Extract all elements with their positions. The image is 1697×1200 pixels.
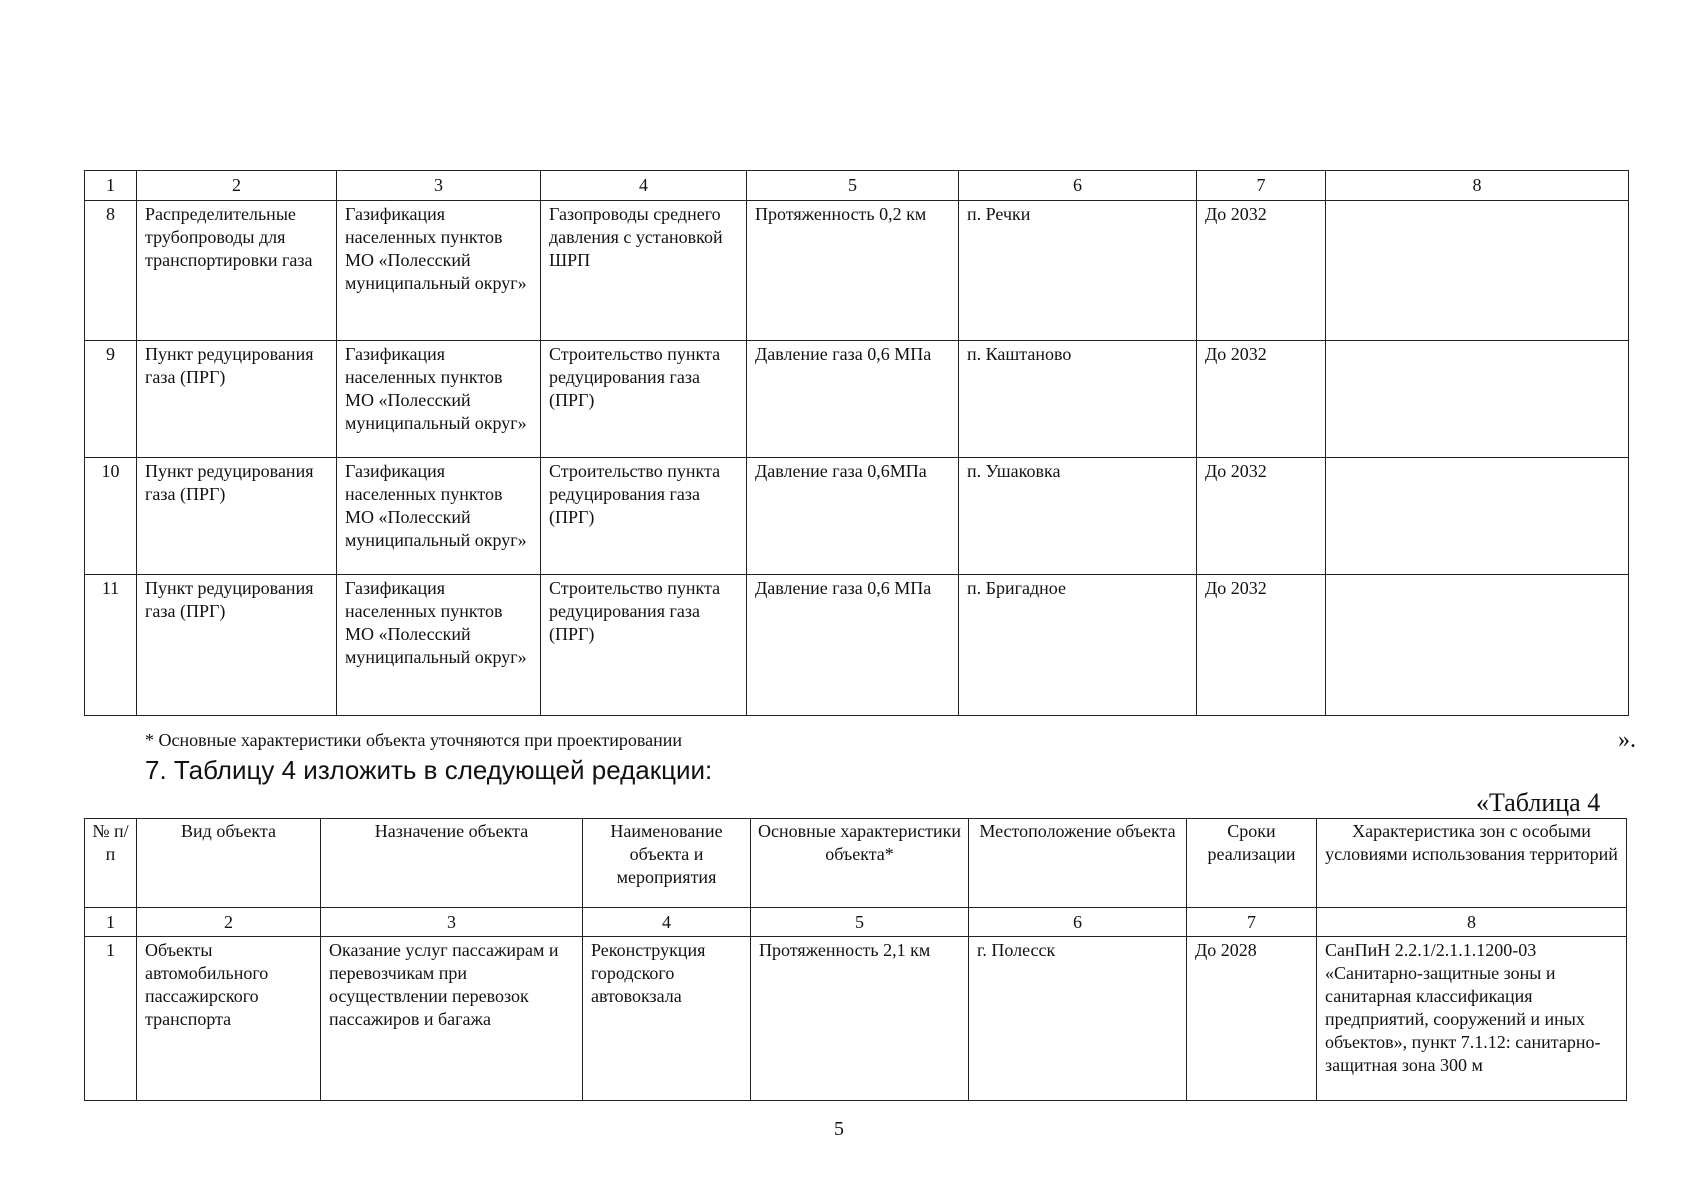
column-number: 2 [137, 171, 337, 201]
previous-table [84, 170, 1629, 716]
column-header: Местоположение объекта [969, 819, 1187, 908]
object-characteristics: Давление газа 0,6 МПа [747, 575, 959, 716]
section-heading: 7. Таблицу 4 изложить в следующей редакции: [145, 755, 713, 785]
object-characteristics: Давление газа 0,6 МПа [747, 341, 959, 458]
table-row [85, 575, 1629, 716]
column-number: 3 [337, 171, 541, 201]
object-type: Распределительные трубопроводы для транспортировки газа [137, 201, 337, 341]
object-characteristics: Протяженность 0,2 км [747, 201, 959, 341]
object-name: Строительство пункта редуцирования газа (ПРГ) [541, 575, 747, 716]
column-number: 4 [583, 908, 751, 937]
object-purpose: Оказание услуг пассажирам и перевозчикам при осуществлении перевозок пассажиров и багажа [321, 937, 583, 1101]
row-number: 11 [85, 575, 137, 716]
table-row [85, 341, 1629, 458]
column-header: Сроки реализации [1187, 819, 1317, 908]
column-number: 3 [321, 908, 583, 937]
table-row [85, 201, 1629, 341]
object-location: п. Каштаново [959, 341, 1197, 458]
object-name: Газопроводы среднего давления с установкой ШРП [541, 201, 747, 341]
realization-term: До 2032 [1197, 201, 1326, 341]
zones-characteristics [1326, 458, 1629, 575]
object-purpose: Газификация населенных пунктов МО «Полесский муниципальный округ» [337, 575, 541, 716]
table-row [85, 937, 1627, 1101]
column-number: 4 [541, 171, 747, 201]
object-name: Строительство пункта редуцирования газа (ПРГ) [541, 458, 747, 575]
realization-term: До 2032 [1197, 575, 1326, 716]
object-characteristics: Давление газа 0,6МПа [747, 458, 959, 575]
row-number: 1 [85, 937, 137, 1101]
footnote: * Основные характеристики объекта уточняются при проектировании [145, 730, 682, 750]
column-header: Назначение объекта [321, 819, 583, 908]
realization-term: До 2032 [1197, 458, 1326, 575]
column-header: Вид объекта [137, 819, 321, 908]
column-number: 7 [1197, 171, 1326, 201]
closing-quote: ». [1618, 727, 1636, 753]
column-header: Наименование объекта и мероприятия [583, 819, 751, 908]
object-purpose: Газификация населенных пунктов МО «Полесский муниципальный округ» [337, 341, 541, 458]
column-number: 1 [85, 908, 137, 937]
object-purpose: Газификация населенных пунктов МО «Полесский муниципальный округ» [337, 458, 541, 575]
realization-term: До 2032 [1197, 341, 1326, 458]
column-number: 8 [1317, 908, 1627, 937]
realization-term: До 2028 [1187, 937, 1317, 1101]
column-number: 6 [969, 908, 1187, 937]
zones-characteristics [1326, 201, 1629, 341]
column-number-row [85, 171, 1629, 201]
zones-characteristics [1326, 575, 1629, 716]
column-number: 6 [959, 171, 1197, 201]
table-4 [84, 818, 1627, 1101]
column-header: № п/п [85, 819, 137, 908]
object-characteristics: Протяженность 2,1 км [751, 937, 969, 1101]
page-number: 5 [834, 1118, 844, 1140]
column-header-row [85, 819, 1627, 908]
column-number: 7 [1187, 908, 1317, 937]
row-number: 10 [85, 458, 137, 575]
column-number-row [85, 908, 1627, 937]
object-type: Пункт редуцирования газа (ПРГ) [137, 341, 337, 458]
zones-characteristics: СанПиН 2.2.1/2.1.1.1200-03 «Санитарно-защитные зоны и санитарная классификация предприятий, сооружений и иных объектов», пункт 7.1.12: санитарно-защитная зона 300 м [1317, 937, 1627, 1101]
column-number: 1 [85, 171, 137, 201]
row-number: 9 [85, 341, 137, 458]
object-type: Объекты автомобильного пассажирского транспорта [137, 937, 321, 1101]
column-number: 8 [1326, 171, 1629, 201]
column-number: 5 [747, 171, 959, 201]
object-location: г. Полесск [969, 937, 1187, 1101]
object-name: Строительство пункта редуцирования газа (ПРГ) [541, 341, 747, 458]
object-location: п. Бригадное [959, 575, 1197, 716]
table-label: «Таблица 4 [1476, 788, 1601, 817]
object-name: Реконструкция городского автовокзала [583, 937, 751, 1101]
row-number: 8 [85, 201, 137, 341]
object-location: п. Речки [959, 201, 1197, 341]
column-header: Характеристика зон с особыми условиями использования территорий [1317, 819, 1627, 908]
table-row [85, 458, 1629, 575]
object-type: Пункт редуцирования газа (ПРГ) [137, 575, 337, 716]
column-number: 5 [751, 908, 969, 937]
object-location: п. Ушаковка [959, 458, 1197, 575]
object-type: Пункт редуцирования газа (ПРГ) [137, 458, 337, 575]
zones-characteristics [1326, 341, 1629, 458]
object-purpose: Газификация населенных пунктов МО «Полесский муниципальный округ» [337, 201, 541, 341]
column-header: Основные характеристики объекта* [751, 819, 969, 908]
column-number: 2 [137, 908, 321, 937]
